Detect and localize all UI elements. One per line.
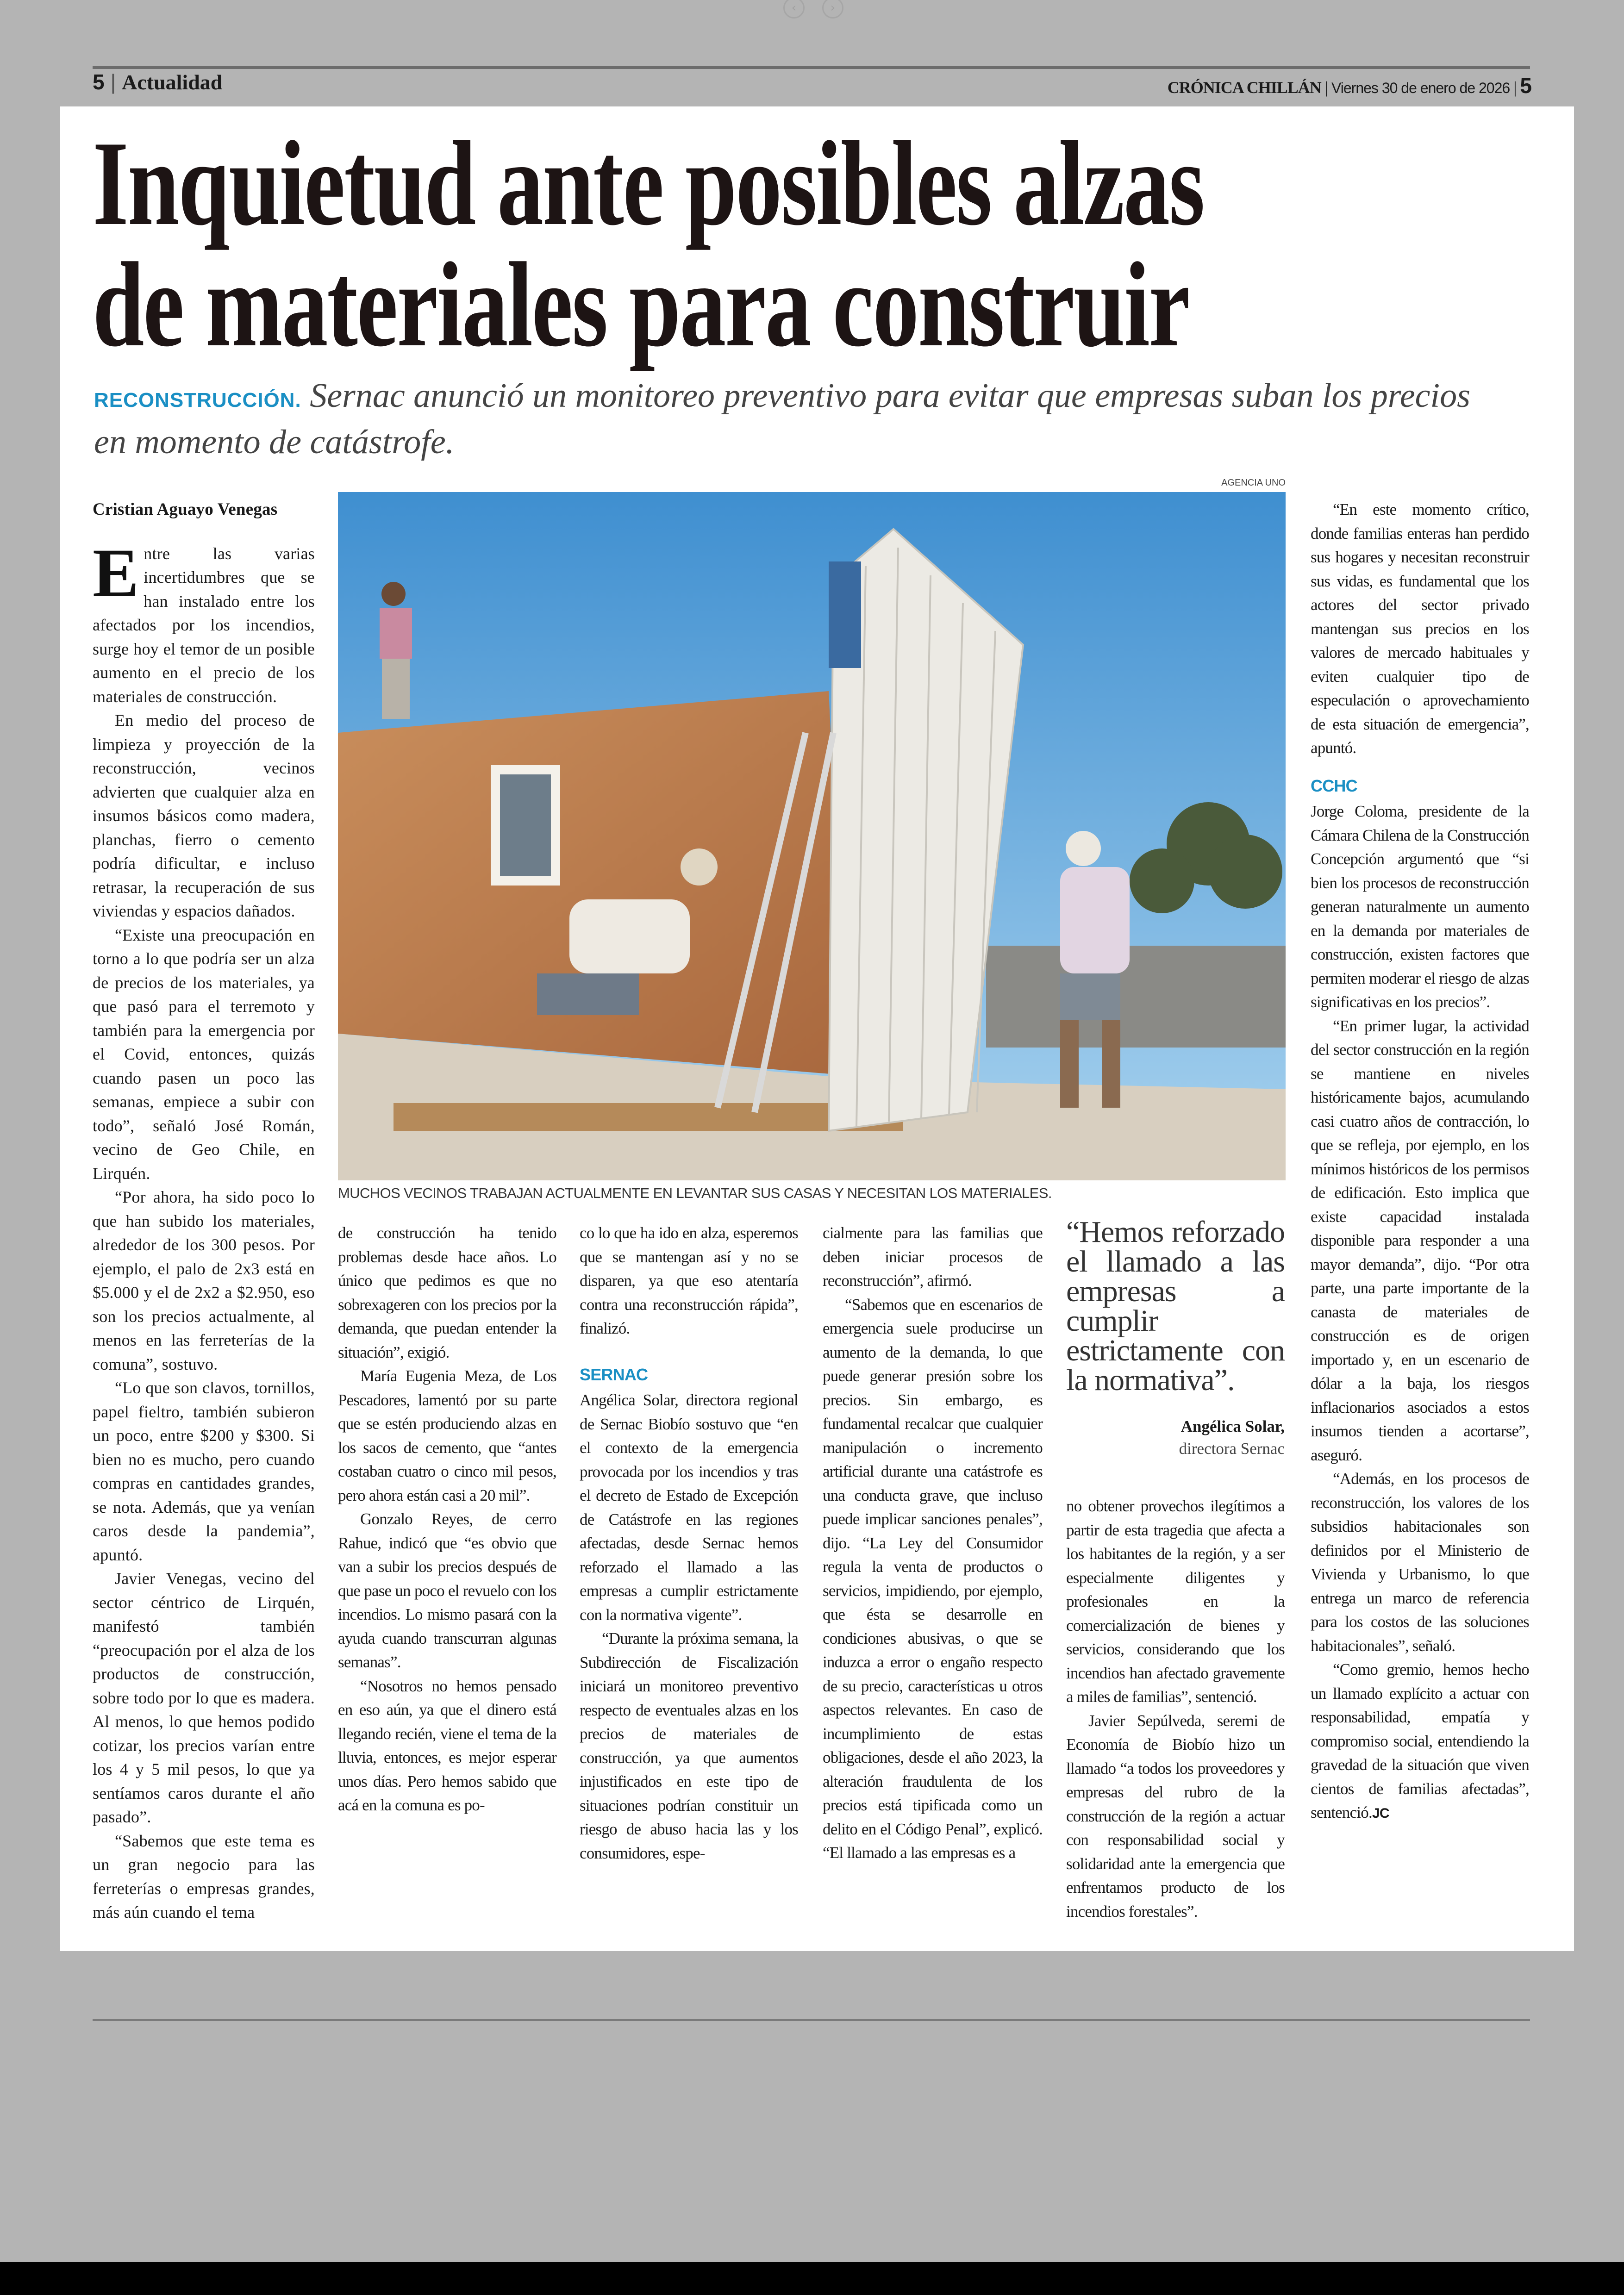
worker-top: [829, 561, 861, 668]
kicker: RECONSTRUCCIÓN.: [94, 389, 301, 412]
pull-quote: “Hemos reforzado el llamado a las empresas a cumplir estrictamente con la normativa”.: [1066, 1215, 1285, 1397]
window-opening: [500, 774, 551, 876]
footer-rule: [93, 2019, 1530, 2021]
column-5: [1066, 1217, 1285, 1923]
page-number: 5: [93, 70, 105, 94]
paragraph: “Lo que son clavos, tornillos, papel fieltro, también subieron un poco, entre $200 y $300. Si bien no es mucho, pero cuando compras en cantidades grandes, se nota. Además, que ya venían caros desde la pandemia”, apuntó.: [93, 1378, 315, 1564]
drop-cap: E: [93, 534, 139, 611]
page-header-left: [93, 69, 222, 94]
paragraph: “Como gremio, hemos hecho un llamado explícito a actuar con responsabilidad, empatía y compromiso social, entendiendo la gravedad de la situación que viven cientos de familias afectadas”, sentenció.: [1311, 1660, 1529, 1821]
paragraph: “Sabemos que este tema es un gran negocio para las ferreterías o empresas grandes, más aún cuando el tema: [93, 1831, 315, 1921]
quote-name: Angélica Solar,: [1181, 1417, 1285, 1435]
photo-credit: AGENCIA UNO: [1221, 478, 1286, 488]
chevron-right-icon[interactable]: ›: [822, 0, 843, 19]
paragraph: Javier Sepúlveda, seremi de Economía de Biobío hizo un llamado “a todos los proveedores y empresas del rubro de la construcción de la región a actuar con responsabilidad social y solidaridad ante la emergencia que enfrentamos producto de los incendios forestales”.: [1066, 1711, 1285, 1921]
paragraph: “Además, en los procesos de reconstrucción, los valores de los subsidios habitacionales son definidos por el Ministerio de Vivienda y Urbanismo, lo que entrega un marco de referencia para los costos de las soluciones habitacionales”, señaló.: [1311, 1470, 1529, 1655]
end-mark: JC: [1372, 1806, 1389, 1821]
page-header-right: [1168, 73, 1531, 98]
paragraph: “En este momento crítico, donde familias enteras han perdido sus hogares y necesitan reconstruir sus vidas, es fundamental que los actores del sector privado mantengan sus precios en los valores de mercado habituales y eviten cualquier tipo de especulación o aprovechamiento de esta situación de emergencia”, apuntó.: [1311, 500, 1529, 757]
paragraph: “En primer lugar, la actividad del sector construcción en la región se mantiene en niveles históricamente bajos, acumulando casi cuatro años de contracción, lo que se refleja, por ejemplo, en los mínimos históricos de los permisos de edificación. Esto implica que existe capacidad instalada disponible para responder a una mayor demanda”, dijo. “Por otra parte, una parte importante de la canasta de materiales de construcción es de origen importado y, en un escenario de dólar a la baja, los riesgos inflacionarios asociados a estos insumos tienden a acortarse”, aseguró.: [1311, 1017, 1529, 1464]
paragraph: Jorge Coloma, presidente de la Cámara Chilena de la Construcción Concepción argumentó que “si bien los procesos de reconstrucción generan naturalmente un aumento en la demanda por materiales de construcción, existen factores que permiten moderar el riesgo de alzas significativas en los precios”.: [1311, 802, 1529, 1011]
deck: [94, 375, 1506, 463]
subheading-sernac: SERNAC: [580, 1365, 648, 1384]
paragraph: “Durante la próxima semana, la Subdirección de Fiscalización iniciará un monitoreo preventivo respecto de eventuales alzas en los precios de materiales de construcción, ya que aumentos injustificados en este tipo de situaciones podrían constituir un riesgo de abuso hacia las y los consumidores, espe-: [580, 1629, 798, 1862]
byline: Cristian Aguayo Venegas: [93, 500, 278, 519]
paragraph: En medio del proceso de limpieza y proyección de la reconstrucción, vecinos advierten que cualquier alza en insumos básicos como madera, planchas, fierro o cemento podría dificultar, e incluso retrasar, la recuperación de sus viviendas y espacios dañados.: [93, 711, 315, 920]
issue-date: Viernes 30 de enero de 2026: [1331, 80, 1510, 96]
deck-text: Sernac anunció un monitoreo preventivo para evitar que empresas suban los precios en momento de catástrofe.: [94, 377, 1470, 461]
bottom-bar: [0, 2262, 1624, 2295]
paragraph: co lo que ha ido en alza, esperemos que se mantengan así y no se disparen, ya que eso atentaría contra una reconstrucción rápida”, finalizó.: [580, 1224, 798, 1337]
fence: [986, 946, 1286, 1048]
lumber: [394, 1103, 903, 1131]
photo-caption: MUCHOS VECINOS TRABAJAN ACTUALMENTE EN LEVANTAR SUS CASAS Y NECESITAN LOS MATERIALES.: [338, 1185, 1052, 1201]
header-rule: [93, 66, 1530, 69]
paragraph: “Nosotros no hemos pensado en eso aún, ya que el dinero está llegando recién, viene el tema de la lluvia, entonces, es mejor esperar unos días. Pero hemos sabido que acá en la comuna es po-: [338, 1677, 556, 1814]
chevron-left-icon[interactable]: ‹: [783, 0, 805, 19]
paragraph: ntre las varias incertidumbres que se han instalado entre los afectados por los incendios, surge hoy el temor de un posible aumento en el precio de los materiales de construcción.: [93, 544, 315, 706]
column-3: [580, 1221, 798, 1865]
article-photo: [338, 492, 1286, 1180]
headline-line: Inquietud ante posibles alzas: [93, 116, 1204, 250]
paragraph: Angélica Solar, directora regional de Sernac Biobío sostuvo que “en el contexto de la emergencia provocada por los incendios y tras el decreto de Estado de Excepción de Catástrofe en las regiones afectadas, desde Sernac hemos reforzado el llamado a las empresas a cumplir estrictamente con la normativa vigente”.: [580, 1391, 798, 1624]
column-4: [823, 1221, 1043, 1865]
headline-line: de materiales para construir: [93, 237, 1189, 372]
newspaper-name: CRÓNICA CHILLÁN: [1167, 78, 1321, 97]
paragraph: cialmente para las familias que deben iniciar procesos de reconstrucción”, afirmó.: [823, 1224, 1043, 1290]
paragraph: Gonzalo Reyes, de cerro Rahue, indicó que “es obvio que van a subir los precios después de que pase un poco el revuelo con los incendios. Lo mismo pasará con la ayuda cuando transcurran algunas semanas”.: [338, 1510, 556, 1671]
paragraph: de construcción ha tenido problemas desde hace años. Lo único que pedimos es que no sobrexageren con los precios por la demanda, que puedan entender la situación”, exigió.: [338, 1224, 556, 1361]
column-6: [1311, 498, 1529, 1826]
column-2: [338, 1221, 556, 1817]
paragraph: “Por ahora, ha sido poco lo que han subido los materiales, alrededor de los 300 pesos. Por ejemplo, el palo de 2x3 está en $5.000 y el de 2x2 a $2.950, eso son los precios actualmente, al menos en las ferreterías de la comuna”, sostuvo.: [93, 1188, 315, 1373]
quote-role: directora Sernac: [1179, 1440, 1285, 1458]
separator: |: [1324, 78, 1328, 97]
paragraph: María Eugenia Meza, de Los Pescadores, lamentó por su parte que se estén produciendo alzas en los sacos de cemento, que “antes costaban cuatro o cinco mil pesos, pero ahora están casi a 20 mil”.: [338, 1367, 556, 1504]
headline: [93, 116, 1474, 372]
paragraph: “Existe una preocupación en torno a lo que podría ser un alza de precios de los materiales, ya que pasó para el terremoto y también para la emergencia por el Covid, entonces, quizás cuando pasen un poco las semanas, empiece a subir con todo”, señaló José Román, vecino de Geo Chile, en Lirquén.: [93, 925, 315, 1183]
separator: |: [1513, 78, 1517, 97]
section-name: Actualidad: [122, 70, 223, 94]
paragraph: Javier Venegas, vecino del sector céntrico de Lirquén, manifestó también “preocupación por el alza de los productos de construcción, sobre todo por lo que es madera. Al menos, lo que hemos podido cotizar, los precios varían entre los 4 y 5 mil pesos, lo que ya sentíamos caros durante el año pasado”.: [93, 1569, 315, 1826]
paragraph: no obtener provechos ilegítimos a partir de esta tragedia que afecta a los habitantes de la región, y a ser especialmente diligentes y profesionales en la comercialización de bienes y servicios, considerando que los incendios han afectado gravemente a miles de familias”, sentenció.: [1066, 1497, 1285, 1706]
column-1: [93, 498, 315, 1925]
page-number: 5: [1520, 74, 1531, 98]
quote-attribution: [1066, 1416, 1285, 1460]
subheading-cchc: CCHC: [1311, 776, 1357, 795]
separator: |: [110, 70, 116, 94]
paragraph: “Sabemos que en escenarios de emergencia suele producirse un aumento de la demanda, lo que puede generar presión sobre los precios. Sin embargo, es fundamental recalcar que cualquier manipulación o incremento artificial durante una catástrofe es una conducta grave, que incluso puede implicar sanciones penales”, dijo. “La Ley del Consumidor regula la venta de productos o servicios, impidiendo, por ejemplo, que ésta se desarrolle en condiciones abusivas, o que se induzca a error o engaño respecto de su precio, características u otros aspectos relevantes. En caso de incumplimiento de estas obligaciones, desde el año 2023, la alteración fraudulenta de los precios está tipificada como un delito en el Código Penal”, explicó. “El llamado a las empresas es a: [823, 1295, 1043, 1862]
